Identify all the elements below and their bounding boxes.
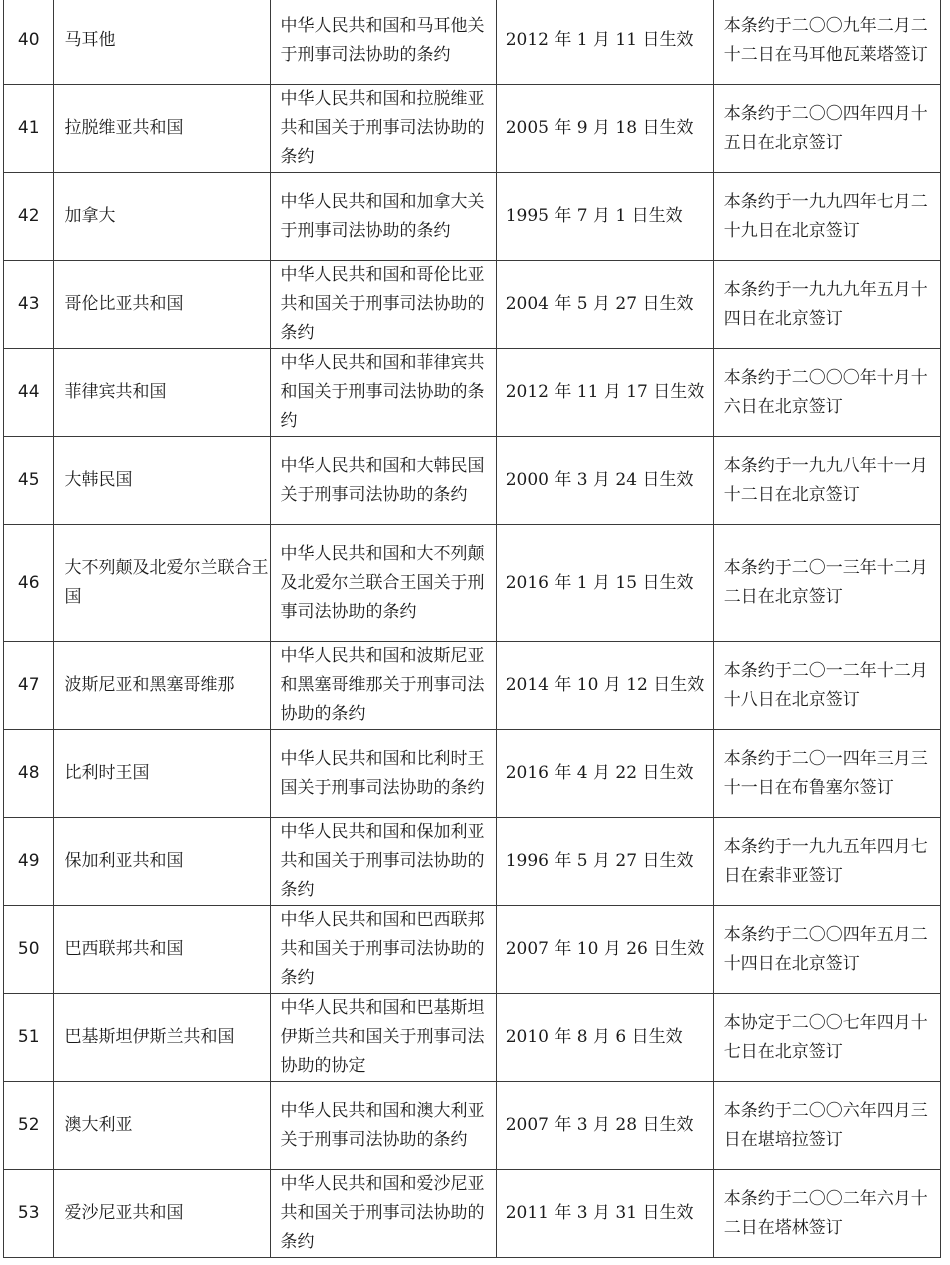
effective-date-cell: 2000 年 3 月 24 日生效: [496, 437, 713, 525]
row-number: 40: [4, 0, 54, 85]
row-number: 45: [4, 437, 54, 525]
effective-date-cell: 2004 年 5 月 27 日生效: [496, 261, 713, 349]
row-number: 44: [4, 349, 54, 437]
table-row: [4, 1170, 941, 1258]
table-row: [4, 437, 941, 525]
treaty-title-cell: 中华人民共和国和马耳他关于刑事司法协助的条约: [270, 0, 496, 85]
table-row: [4, 173, 941, 261]
country-cell: 大韩民国: [54, 437, 270, 525]
row-number: 51: [4, 994, 54, 1082]
effective-date-cell: 2012 年 1 月 11 日生效: [496, 0, 713, 85]
row-number: 41: [4, 85, 54, 173]
row-number: 49: [4, 818, 54, 906]
signing-info-cell: 本协定于二〇〇七年四月十七日在北京签订: [713, 994, 940, 1082]
signing-info-cell: 本条约于二〇〇四年五月二十四日在北京签订: [713, 906, 940, 994]
table-row: [4, 525, 941, 642]
table-row: [4, 730, 941, 818]
table-row: [4, 1082, 941, 1170]
effective-date-cell: 1996 年 5 月 27 日生效: [496, 818, 713, 906]
country-cell: 拉脱维亚共和国: [54, 85, 270, 173]
treaty-title-cell: 中华人民共和国和菲律宾共和国关于刑事司法协助的条约: [270, 349, 496, 437]
country-cell: 菲律宾共和国: [54, 349, 270, 437]
table-row: [4, 349, 941, 437]
country-cell: 哥伦比亚共和国: [54, 261, 270, 349]
effective-date-cell: 2011 年 3 月 31 日生效: [496, 1170, 713, 1258]
signing-info-cell: 本条约于二〇一二年十二月十八日在北京签订: [713, 642, 940, 730]
treaty-table: [3, 0, 941, 1258]
row-number: 52: [4, 1082, 54, 1170]
row-number: 42: [4, 173, 54, 261]
treaty-title-cell: 中华人民共和国和大韩民国关于刑事司法协助的条约: [270, 437, 496, 525]
effective-date-cell: 1995 年 7 月 1 日生效: [496, 173, 713, 261]
treaty-title-cell: 中华人民共和国和比利时王国关于刑事司法协助的条约: [270, 730, 496, 818]
treaty-title-cell: 中华人民共和国和澳大利亚关于刑事司法协助的条约: [270, 1082, 496, 1170]
signing-info-cell: 本条约于一九九四年七月二十九日在北京签订: [713, 173, 940, 261]
signing-info-cell: 本条约于二〇〇二年六月十二日在塔林签订: [713, 1170, 940, 1258]
effective-date-cell: 2014 年 10 月 12 日生效: [496, 642, 713, 730]
row-number: 47: [4, 642, 54, 730]
signing-info-cell: 本条约于二〇一四年三月三十一日在布鲁塞尔签订: [713, 730, 940, 818]
effective-date-cell: 2007 年 3 月 28 日生效: [496, 1082, 713, 1170]
signing-info-cell: 本条约于一九九八年十一月十二日在北京签订: [713, 437, 940, 525]
table-row: [4, 85, 941, 173]
table-row: [4, 261, 941, 349]
country-cell: 保加利亚共和国: [54, 818, 270, 906]
treaty-title-cell: 中华人民共和国和大不列颠及北爱尔兰联合王国关于刑事司法协助的条约: [270, 525, 496, 642]
country-cell: 马耳他: [54, 0, 270, 85]
signing-info-cell: 本条约于二〇〇六年四月三日在堪培拉签订: [713, 1082, 940, 1170]
treaty-table-body: [4, 0, 941, 1258]
effective-date-cell: 2010 年 8 月 6 日生效: [496, 994, 713, 1082]
table-row: [4, 0, 941, 85]
table-row: [4, 906, 941, 994]
country-cell: 巴基斯坦伊斯兰共和国: [54, 994, 270, 1082]
country-cell: 波斯尼亚和黑塞哥维那: [54, 642, 270, 730]
signing-info-cell: 本条约于二〇〇〇年十月十六日在北京签订: [713, 349, 940, 437]
row-number: 43: [4, 261, 54, 349]
row-number: 53: [4, 1170, 54, 1258]
country-cell: 大不列颠及北爱尔兰联合王国: [54, 525, 270, 642]
table-row: [4, 642, 941, 730]
signing-info-cell: 本条约于二〇〇九年二月二十二日在马耳他瓦莱塔签订: [713, 0, 940, 85]
country-cell: 加拿大: [54, 173, 270, 261]
effective-date-cell: 2016 年 1 月 15 日生效: [496, 525, 713, 642]
row-number: 48: [4, 730, 54, 818]
effective-date-cell: 2012 年 11 月 17 日生效: [496, 349, 713, 437]
treaty-title-cell: 中华人民共和国和拉脱维亚共和国关于刑事司法协助的条约: [270, 85, 496, 173]
treaty-title-cell: 中华人民共和国和巴基斯坦伊斯兰共和国关于刑事司法协助的协定: [270, 994, 496, 1082]
treaty-title-cell: 中华人民共和国和保加利亚共和国关于刑事司法协助的条约: [270, 818, 496, 906]
signing-info-cell: 本条约于一九九五年四月七日在索非亚签订: [713, 818, 940, 906]
effective-date-cell: 2007 年 10 月 26 日生效: [496, 906, 713, 994]
signing-info-cell: 本条约于二〇一三年十二月二日在北京签订: [713, 525, 940, 642]
row-number: 50: [4, 906, 54, 994]
treaty-title-cell: 中华人民共和国和爱沙尼亚共和国关于刑事司法协助的条约: [270, 1170, 496, 1258]
treaty-title-cell: 中华人民共和国和波斯尼亚和黑塞哥维那关于刑事司法协助的条约: [270, 642, 496, 730]
signing-info-cell: 本条约于二〇〇四年四月十五日在北京签订: [713, 85, 940, 173]
table-row: [4, 994, 941, 1082]
row-number: 46: [4, 525, 54, 642]
effective-date-cell: 2005 年 9 月 18 日生效: [496, 85, 713, 173]
signing-info-cell: 本条约于一九九九年五月十四日在北京签订: [713, 261, 940, 349]
treaty-title-cell: 中华人民共和国和加拿大关于刑事司法协助的条约: [270, 173, 496, 261]
country-cell: 爱沙尼亚共和国: [54, 1170, 270, 1258]
country-cell: 巴西联邦共和国: [54, 906, 270, 994]
country-cell: 澳大利亚: [54, 1082, 270, 1170]
treaty-title-cell: 中华人民共和国和巴西联邦共和国关于刑事司法协助的条约: [270, 906, 496, 994]
country-cell: 比利时王国: [54, 730, 270, 818]
effective-date-cell: 2016 年 4 月 22 日生效: [496, 730, 713, 818]
treaty-title-cell: 中华人民共和国和哥伦比亚共和国关于刑事司法协助的条约: [270, 261, 496, 349]
table-row: [4, 818, 941, 906]
